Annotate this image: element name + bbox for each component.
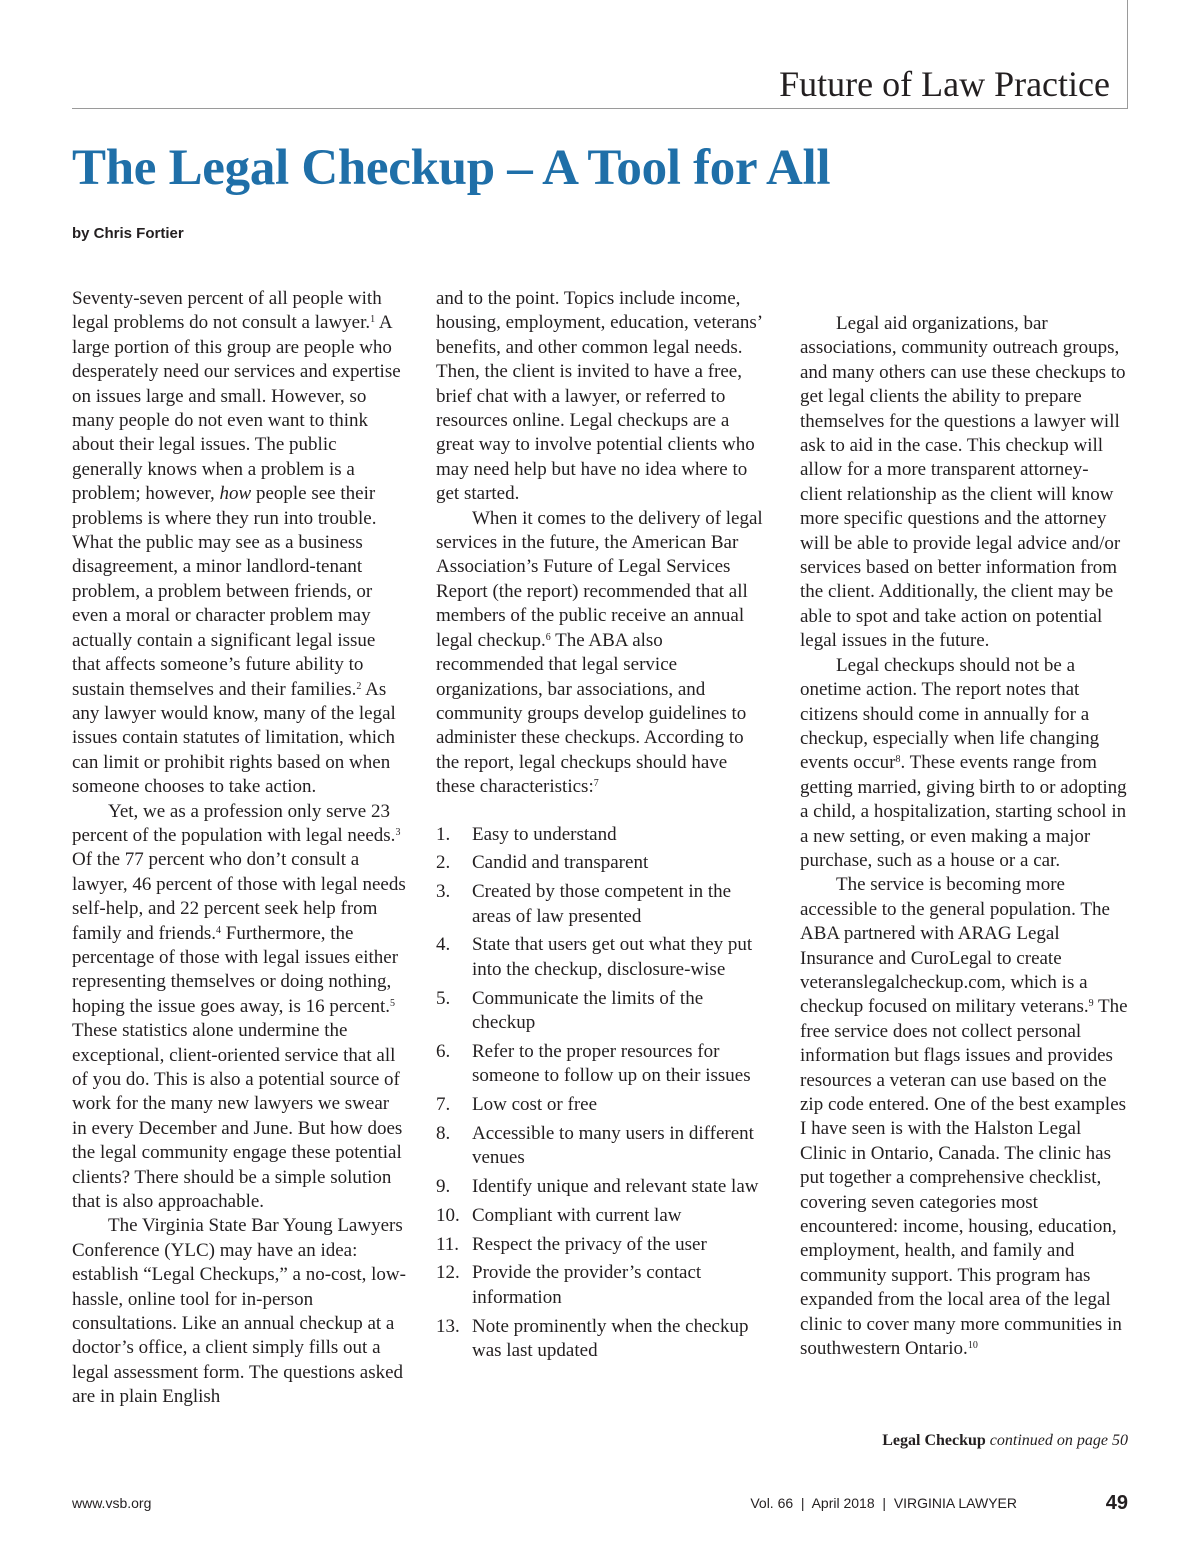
list-item (436, 933, 770, 982)
list-item (436, 1315, 770, 1364)
footnote-ref[interactable]: 6 (545, 631, 551, 643)
list-item-text: Easy to understand (472, 823, 617, 845)
list-item (436, 1261, 770, 1310)
list-item-text: Identify unique and relevant state law (472, 1175, 759, 1197)
section-title: Future of Law Practice (779, 64, 1110, 104)
continued-note[interactable]: Legal Checkup continued on page 50 (882, 1432, 1128, 1449)
list-item (436, 1093, 770, 1117)
footer-website[interactable]: www.vsb.org (72, 1495, 152, 1511)
list-item-text: Communicate the limits of the checkup (472, 987, 704, 1033)
page-number: 49 (1105, 1492, 1128, 1514)
list-item-number: 6. (436, 1040, 451, 1062)
list-item-number: 10. (436, 1204, 460, 1226)
list-item (436, 880, 770, 929)
footnote-ref[interactable]: 8 (895, 754, 901, 766)
column-1 (72, 287, 408, 1410)
list-item (436, 1175, 770, 1199)
list-item-number: 13. (436, 1315, 460, 1337)
footer-issue: Vol. 66 | April 2018 | VIRGINIA LAWYER (750, 1495, 1017, 1511)
list-item-number: 11. (436, 1233, 460, 1255)
list-item (436, 1204, 770, 1228)
list-item-text: State that users get out what they put into the checkup, disclosure-wise (472, 934, 753, 980)
list-item-number: 3. (436, 881, 451, 903)
footnote-ref[interactable]: 2 (356, 680, 362, 692)
header-horizontal-rule (72, 108, 1128, 109)
column-2 (436, 287, 770, 1368)
paragraph: Seventy-seven percent of all people with legal problems do not consult a lawyer.$^1$ A large portion of this group are people who desperately need our services and expertise on issues large and small. However, so many people do not even want to think about their legal issues. The public generally knows when a problem is a problem; however, how people see their problems is where they run into trouble. What the public may see as a business disagreement, a minor landlord-tenant problem, a problem between friends, or even a moral or character problem may actually contain a significant legal issue that affects someone’s future ability to sustain themselves and their families.$^2$ As any lawyer would know, many of the legal issues contain statutes of limitation, which can limit or prohibit rights based on when someone chooses to take action. (72, 288, 401, 798)
characteristics-list (436, 823, 770, 1364)
list-item (436, 851, 770, 875)
footnote-ref[interactable]: 5 (390, 997, 395, 1009)
footnote-ref[interactable]: 10 (967, 1340, 978, 1352)
list-item-text: Compliant with current law (472, 1204, 682, 1226)
list-item-number: 2. (436, 852, 451, 874)
paragraph: and to the point. Topics include income, housing, employment, education, veterans’ benefits, and other common legal needs. Then, the client is invited to have a free, brief chat with a lawyer, or referred to resources online. Legal checkups are a great way to involve potential clients who may need help but have no idea where to get started. (436, 288, 762, 505)
list-item-text: Created by those competent in the areas of law presented (472, 881, 732, 927)
list-item (436, 1233, 770, 1257)
byline: by Chris Fortier (72, 225, 184, 242)
paragraph: When it comes to the delivery of legal services in the future, the American Bar Association’s Future of Legal Services Report (the report) recommended that all members of the public receive an annual legal checkup.$^6$ The ABA also recommended that legal service organizations, bar associations, and community groups develop guidelines to administer these checkups. According to the report, legal checkups should have these characteristics:$^7$ (436, 507, 763, 798)
list-item-number: 12. (436, 1262, 460, 1284)
list-item-text: Refer to the proper resources for someone to follow up on their issues (472, 1040, 751, 1087)
column-3 (800, 312, 1130, 1361)
header-vertical-rule (1127, 0, 1128, 108)
paragraph: The Virginia State Bar Young Lawyers Conference (YLC) may have an idea: establish “Legal Checkups,” a no-cost, low-hassle, online tool for in-person consultations. Like an annual checkup at a doctor’s office, a client simply fills out a legal assessment form. The questions asked are in plain English (72, 1215, 406, 1408)
paragraph: Legal checkups should not be a onetime action. The report notes that citizens should come in annually for a checkup, especially when life changing events occur$^8$. These events range from getting married, giving birth to or adopting a child, a hospitalization, starting school in a new setting, or even making a major purchase, such as a house or a car. (800, 654, 1127, 871)
list-item-number: 7. (436, 1093, 451, 1115)
list-item-text: Respect the privacy of the user (472, 1233, 707, 1255)
paragraph: Yet, we as a profession only serve 23 percent of the population with legal needs.$^3$ Of the 77 percent who don’t consult a lawyer, 46 percent of those with legal needs self-help, and 22 percent seek help from family and friends.$^4$ Furthermore, the percentage of those with legal issues either representing themselves or doing nothing, hoping the issue goes away, is 16 percent.$^5$ These statistics alone undermine the exceptional, client-oriented service that all of you do. This is also a potential source of work for the many new lawyers we swear in every December and June. But how does the legal community engage these potential clients? There should be a simple solution that is also approachable. (72, 800, 406, 1213)
list-item-text: Note prominently when the checkup was last updated (472, 1315, 749, 1361)
article-title: The Legal Checkup – A Tool for All (72, 140, 831, 196)
paragraph: Legal aid organizations, bar associations, community outreach groups, and many others can use these checkups to get legal clients the ability to prepare themselves for the questions a lawyer will ask to aid in the case. This checkup will allow for a more transparent attorney-client relationship as the client will know more specific questions and the attorney will be able to provide legal advice and/or services based on better information from the client. Additionally, the client may be able to spot and take action on potential legal issues in the future. (800, 313, 1126, 652)
footnote-ref[interactable]: 3 (395, 826, 401, 838)
list-item (436, 1122, 770, 1171)
list-item (436, 1040, 770, 1089)
list-item (436, 987, 770, 1036)
footnote-ref[interactable]: 7 (593, 778, 599, 790)
list-item-text: Low cost or free (472, 1093, 598, 1115)
list-item-number: 1. (436, 823, 451, 845)
list-item-text: Accessible to many users in different venues (472, 1122, 754, 1169)
list-item-number: 9. (436, 1175, 451, 1197)
footnote-ref[interactable]: 9 (1088, 998, 1094, 1010)
list-item-text: Candid and transparent (472, 852, 649, 874)
list-item (436, 823, 770, 847)
footnote-ref[interactable]: 4 (216, 924, 222, 936)
paragraph: The service is becoming more accessible to the general population. The ABA partnered with ARAG Legal Insurance and CuroLegal to create veteranslegalcheckup.com, which is a checkup focused on military veterans.$^9$ The free service does not collect personal information but flags issues and provides resources a veteran can use based on the zip code entered. One of the best examples I have seen is with the Halston Legal Clinic in Ontario, Canada. The clinic has put together a comprehensive checklist, covering seven categories most encountered: income, housing, education, employment, health, and family and community support. This program has expanded from the local area of the legal clinic to cover many more communities in southwestern Ontario.$^{10}$ (800, 874, 1128, 1360)
list-item-text: Provide the provider’s contact information (472, 1262, 702, 1308)
footnote-ref[interactable]: 1 (370, 314, 376, 326)
list-item-number: 8. (436, 1122, 451, 1144)
list-item-number: 5. (436, 987, 451, 1009)
list-item-number: 4. (436, 934, 451, 956)
